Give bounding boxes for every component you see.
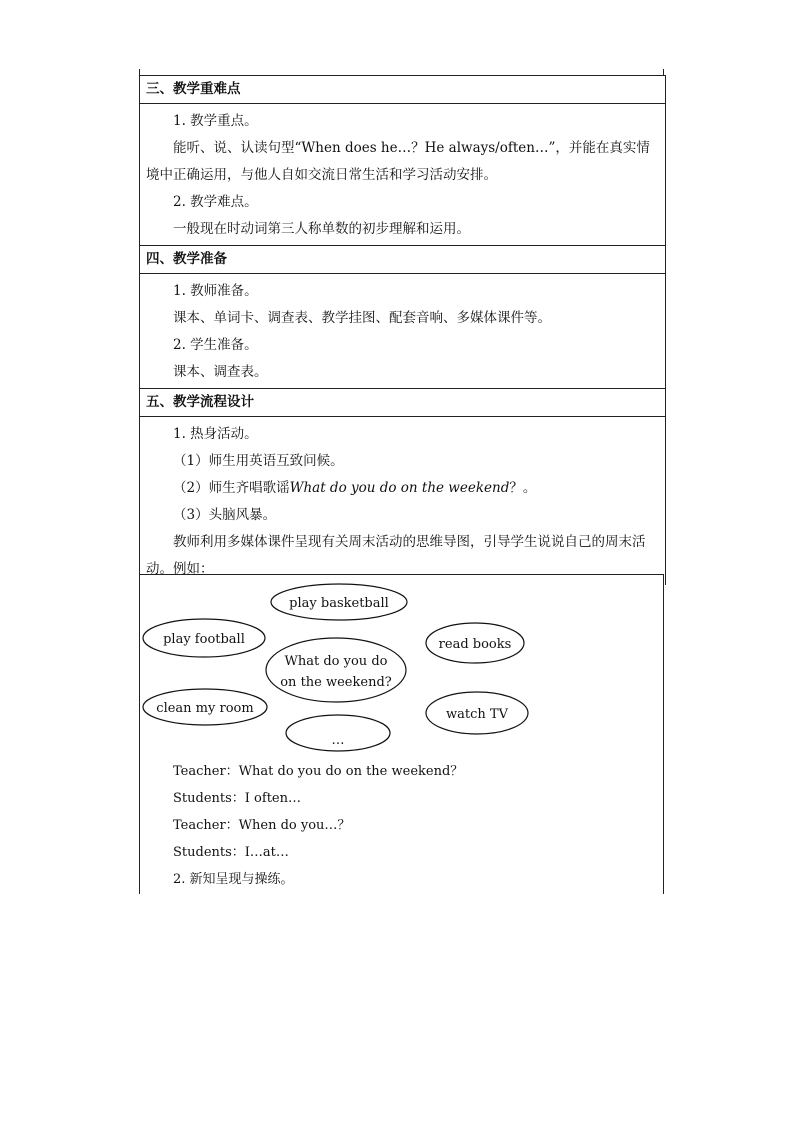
bubble-center-line1: What do you do <box>284 654 388 669</box>
bubble-left-lower-label: clean my room <box>156 701 254 716</box>
section4-body <box>140 274 665 388</box>
section3-p4: 一般现在时动词第三人称单数的初步理解和运用。 <box>173 221 470 237</box>
bubble-right-lower-label: watch TV <box>446 707 508 722</box>
section4-p4: 课本、调查表。 <box>173 364 268 380</box>
section5-p3 <box>146 475 659 502</box>
section3-body <box>140 104 665 245</box>
bubble-bottom-label: … <box>331 733 345 748</box>
section3-p2: 能听、说、认读句型“When does he…？He always/often…”，并能在真实情境中正确运用，与他人自如交流日常生活和学习活动安排。 <box>146 140 650 183</box>
section5-p3-prefix: （2）师生齐唱歌谣 <box>173 480 290 496</box>
bubble-right-lower <box>426 692 528 734</box>
section5-p5: 教师利用多媒体课件呈现有关周末活动的思维导图，引导学生说说自己的周末活动。例如： <box>146 534 646 577</box>
dialog-line4: Students：I…at… <box>173 845 289 860</box>
mindmap-box <box>139 574 664 894</box>
bubble-left-upper-label: play football <box>163 632 245 647</box>
bubble-bottom <box>286 715 390 751</box>
bubble-left-lower <box>143 689 267 725</box>
section5-heading: 五、教学流程设计 <box>140 388 665 417</box>
bubble-center-line2: on the weekend? <box>280 675 392 690</box>
section5-p2: （1）师生用英语互致问候。 <box>173 453 344 469</box>
section3-p1: 1. 教学重点。 <box>173 113 258 129</box>
dialog-line1: Teacher：What do you do on the weekend？ <box>173 764 464 779</box>
dialog-line3: Teacher：When do you…？ <box>173 818 351 833</box>
lesson-plan-table <box>139 75 666 585</box>
section5-p3-suffix: ？。 <box>509 480 537 496</box>
section5-p1: 1. 热身活动。 <box>173 426 258 442</box>
dialog-line2: Students：I often… <box>173 791 301 806</box>
bubble-left-upper <box>143 619 265 657</box>
section4-p3: 2. 学生准备。 <box>173 337 258 353</box>
section4-p1: 1. 教师准备。 <box>173 283 258 299</box>
bubble-center <box>266 638 406 702</box>
section5-p4: （3）头脑风暴。 <box>173 507 277 523</box>
dialog-line5: 2. 新知呈现与操练。 <box>173 872 294 887</box>
bubble-right-upper-label: read books <box>438 637 512 652</box>
bubble-right-upper <box>426 623 524 663</box>
section4-p2: 课本、单词卡、调查表、教学挂图、配套音响、多媒体课件等。 <box>173 310 551 326</box>
section4-heading: 四、教学准备 <box>140 245 665 274</box>
song-title: What do you do on the weekend <box>289 480 510 496</box>
section3-p3: 2. 教学难点。 <box>173 194 258 210</box>
dialog-block <box>173 758 463 893</box>
section3-heading: 三、教学重难点 <box>140 75 665 104</box>
bubble-top-label: play basketball <box>289 596 389 611</box>
section5-body <box>140 417 665 585</box>
bubble-top <box>271 584 407 620</box>
